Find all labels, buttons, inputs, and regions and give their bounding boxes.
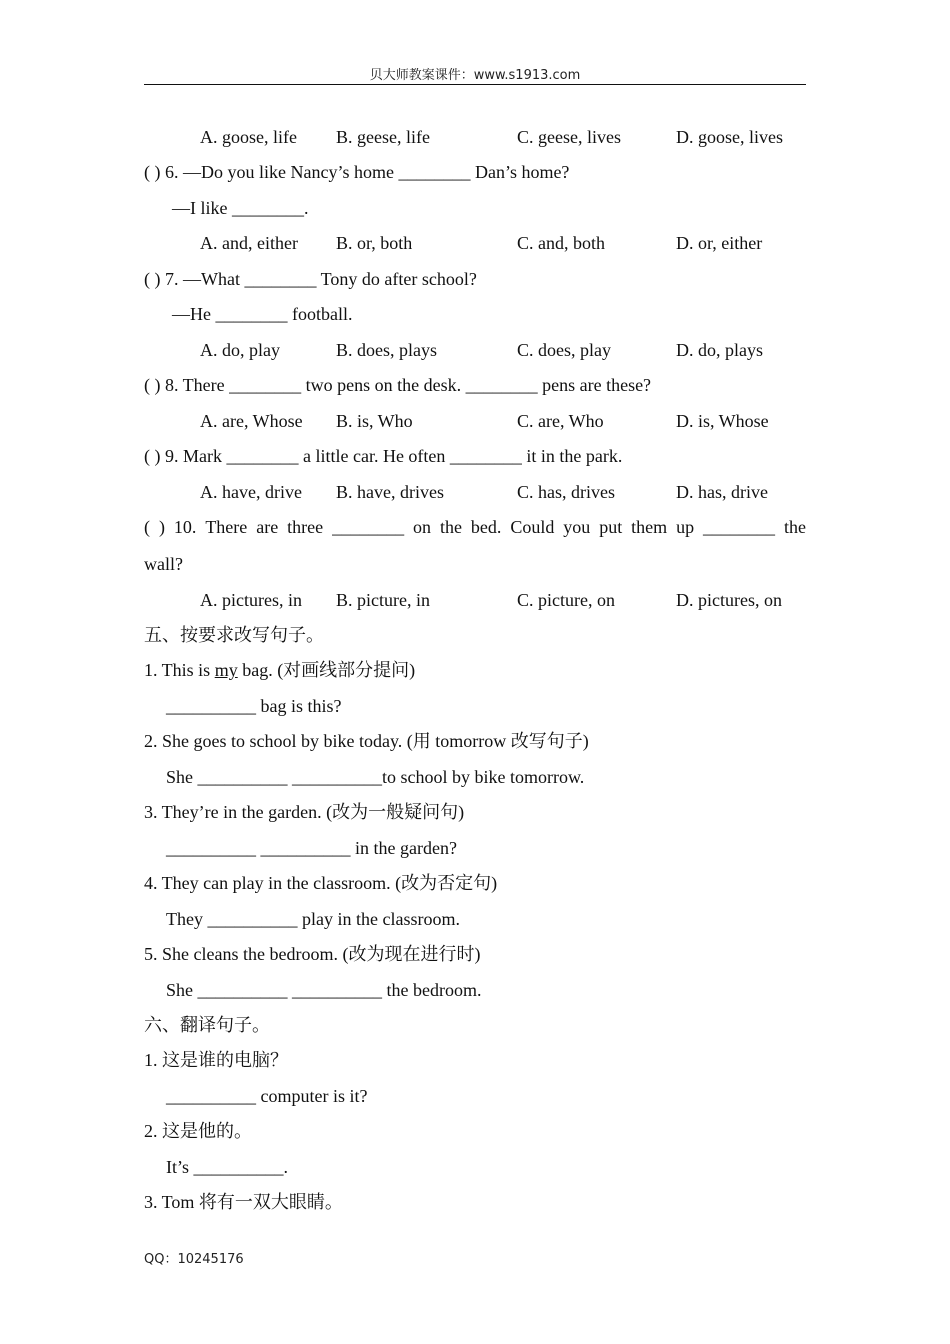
q10-word: are: [256, 517, 279, 537]
section5-item-3: 3. They’re in the garden. (改为一般疑问句): [144, 802, 465, 822]
section6-answer-2: It’s __________.: [166, 1157, 289, 1177]
q6-option-c[interactable]: C. and, both: [517, 233, 605, 253]
section5-item-1-post: bag. (对画线部分提问): [237, 660, 416, 680]
q8-option-b[interactable]: B. is, Who: [336, 411, 413, 431]
section5-item-4: 4. They can play in the classroom. (改为否定句): [144, 873, 498, 893]
q8-stem: ( ) 8. There ________ two pens on the desk. ________ pens are these?: [144, 375, 652, 395]
q10-stem-cont: wall?: [144, 554, 183, 574]
q10-blank: ________: [703, 517, 776, 537]
q8-option-a[interactable]: A. are, Whose: [200, 411, 303, 431]
q7-answer: —He ________ football.: [172, 304, 353, 324]
q10-word: Could: [510, 517, 555, 537]
q9-option-b[interactable]: B. have, drives: [336, 482, 444, 502]
q7-option-c[interactable]: C. does, play: [517, 340, 611, 360]
section5-answer-1: __________ bag is this?: [166, 696, 342, 716]
q10-option-c[interactable]: C. picture, on: [517, 590, 615, 610]
q6-option-b[interactable]: B. or, both: [336, 233, 413, 253]
q10-stem: [144, 516, 806, 538]
section5-answer-3: __________ __________ in the garden?: [166, 838, 457, 858]
q10-word: them: [631, 517, 668, 537]
q7-stem: ( ) 7. —What ________ Tony do after school?: [144, 269, 477, 289]
q9-option-a[interactable]: A. have, drive: [200, 482, 302, 502]
section6-answer-1: __________ computer is it?: [166, 1086, 368, 1106]
section6-title: 六、翻译句子。: [144, 1015, 270, 1035]
q10-option-d[interactable]: D. pictures, on: [676, 590, 782, 610]
q10-option-b[interactable]: B. picture, in: [336, 590, 430, 610]
page-header: 贝大师教案课件：www.s1913.com: [369, 68, 581, 83]
section6-item-1: 1. 这是谁的电脑？: [144, 1050, 288, 1070]
q7-option-d[interactable]: D. do, plays: [676, 340, 763, 360]
q10-word: ): [158, 517, 165, 537]
q5-option-d[interactable]: D. goose, lives: [676, 127, 783, 147]
section5-item-1: [144, 659, 415, 681]
q10-word: up: [676, 517, 695, 537]
section5-answer-4: They __________ play in the classroom.: [166, 909, 460, 929]
q6-option-a[interactable]: A. and, either: [200, 233, 298, 253]
q6-stem: ( ) 6. —Do you like Nancy’s home ________ Dan’s home?: [144, 162, 570, 182]
q10-word: put: [599, 517, 623, 537]
q6-answer: —I like ________.: [172, 198, 309, 218]
q7-option-a[interactable]: A. do, play: [200, 340, 280, 360]
underlined-word: my: [214, 660, 238, 680]
q5-option-c[interactable]: C. geese, lives: [517, 127, 621, 147]
q10-word: (: [144, 517, 150, 537]
section5-answer-2: She __________ __________to school by bike tomorrow.: [166, 767, 585, 787]
q10-word: on: [413, 517, 431, 537]
section5-item-1-pre: 1. This is: [144, 660, 215, 680]
q10-word: the: [439, 517, 462, 537]
section5-item-2: 2. She goes to school by bike today. (用 tomorrow 改写句子): [144, 731, 589, 751]
q10-option-a[interactable]: A. pictures, in: [200, 590, 302, 610]
section5-title: 五、按要求改写句子。: [144, 625, 324, 645]
header-divider: [144, 84, 806, 85]
q9-stem: ( ) 9. Mark ________ a little car. He often ________ it in the park.: [144, 446, 623, 466]
q9-option-c[interactable]: C. has, drives: [517, 482, 615, 502]
q8-option-c[interactable]: C. are, Who: [517, 411, 604, 431]
q10-word: you: [563, 517, 591, 537]
q10-word: bed.: [470, 517, 502, 537]
q5-option-b[interactable]: B. geese, life: [336, 127, 430, 147]
q6-option-d[interactable]: D. or, either: [676, 233, 763, 253]
q9-option-d[interactable]: D. has, drive: [676, 482, 768, 502]
section6-item-2: 2. 这是他的。: [144, 1121, 252, 1141]
section5-answer-5: She __________ __________ the bedroom.: [166, 980, 482, 1000]
q10-word: three: [287, 517, 324, 537]
page-footer: QQ：10245176: [144, 1252, 244, 1267]
q7-option-b[interactable]: B. does, plays: [336, 340, 437, 360]
section6-item-3: 3. Tom 将有一双大眼睛。: [144, 1192, 343, 1212]
q10-blank: ________: [332, 517, 405, 537]
section5-item-5: 5. She cleans the bedroom. (改为现在进行时): [144, 944, 481, 964]
q10-word: There: [205, 517, 248, 537]
q10-word: 10.: [173, 517, 197, 537]
q8-option-d[interactable]: D. is, Whose: [676, 411, 769, 431]
q10-word: the: [783, 517, 806, 537]
q5-option-a[interactable]: A. goose, life: [200, 127, 297, 147]
